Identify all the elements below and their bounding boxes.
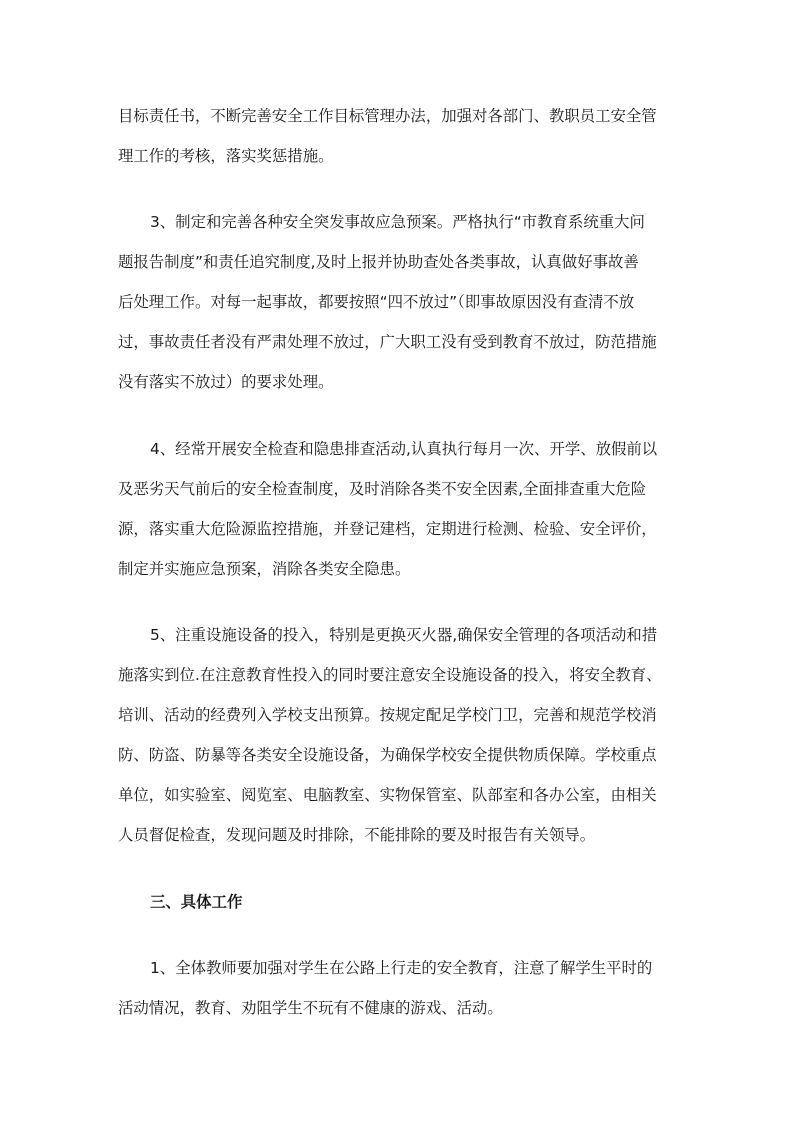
paragraph-4-line-4: 防、防盗、防暴等各类安全设施设备，为确保学校安全提供物质保障。学校重点 xyxy=(118,746,657,764)
paragraph-2-line-3: 后处理工作。对每一起事故，都要按照“四不放过”（即事故原因没有查清不放 xyxy=(118,293,635,311)
paragraph-2-line-5: 没有落实不放过）的要求处理。 xyxy=(118,373,334,391)
paragraph-2-line-1: 3、制定和完善各种安全突发事故应急预案。严格执行“市教育系统重大问 xyxy=(150,213,645,231)
paragraph-2-line-2: 题报告制度”和责任追究制度,及时上报并协助查处各类事故，认真做好事故善 xyxy=(118,253,639,271)
section-heading: 三、具体工作 xyxy=(150,893,243,911)
paragraph-3-line-4: 制定并实施应急预案，消除各类安全隐患。 xyxy=(118,560,411,578)
paragraph-4-line-3: 培训、活动的经费列入学校支出预算。按规定配足学校门卫，完善和规范学校消 xyxy=(118,706,657,724)
paragraph-2-line-4: 过，事故责任者没有严肃处理不放过，广大职工没有受到教育不放过，防范措施 xyxy=(118,333,657,351)
paragraph-4-line-1: 5、注重设施设备的投入，特别是更换灭火器,确保安全管理的各项活动和措 xyxy=(150,626,658,644)
paragraph-4-line-6: 人员督促检查，发现问题及时排除，不能排除的要及时报告有关领导。 xyxy=(118,826,596,844)
paragraph-1-line-1: 目标责任书，不断完善安全工作目标管理办法，加强对各部门、教职员工安全管 xyxy=(118,107,657,125)
paragraph-5-line-1: 1、全体教师要加强对学生在公路上行走的安全教育，注意了解学生平时的 xyxy=(150,959,653,977)
paragraph-1-line-2: 理工作的考核，落实奖惩措施。 xyxy=(118,147,334,165)
paragraph-5-line-2: 活动情况，教育、劝阻学生不玩有不健康的游戏、活动。 xyxy=(118,999,503,1017)
paragraph-4-line-2: 施落实到位.在注意教育性投入的同时要注意安全设施设备的投入，将安全教育、 xyxy=(118,666,662,684)
paragraph-3-line-3: 源，落实重大危险源监控措施，并登记建档，定期进行检测、检验、安全评价， xyxy=(118,520,657,538)
paragraph-3-line-2: 及恶劣天气前后的安全检查制度，及时消除各类不安全因素,全面排查重大危险 xyxy=(118,480,647,498)
paragraph-3-line-1: 4、经常开展安全检查和隐患排查活动,认真执行每月一次、开学、放假前以 xyxy=(150,440,658,458)
paragraph-4-line-5: 单位，如实验室、阅览室、电脑教室、实物保管室、队部室和各办公室，由相关 xyxy=(118,786,657,804)
